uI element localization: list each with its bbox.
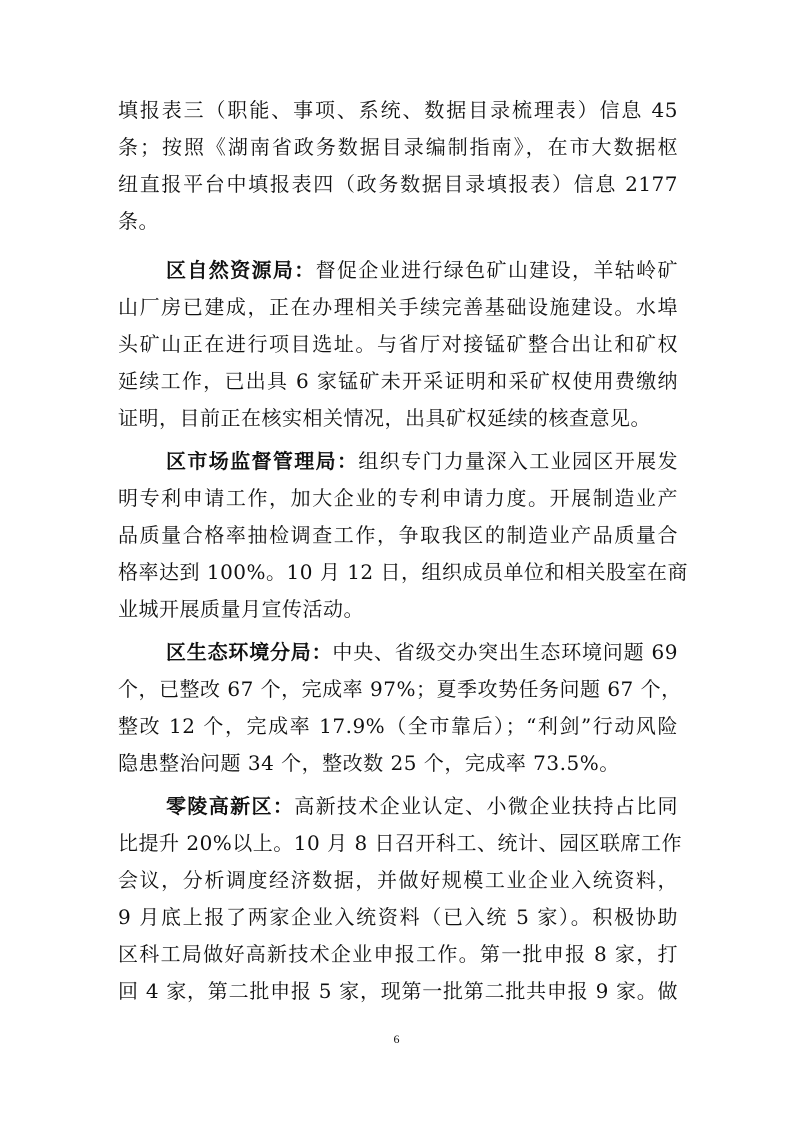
paragraph-heading: 区市场监督管理局： xyxy=(166,449,359,473)
paragraph-market-supervision xyxy=(118,443,689,628)
text-line: 明专利申请工作，加大企业的专利申请力度。开展制造业产 xyxy=(118,486,678,510)
paragraph-high-tech-zone xyxy=(118,788,683,1010)
text-line: 延续工作，已出具 6 家锰矿未开采证明和采矿权使用费缴纳 xyxy=(118,369,678,393)
paragraph-data-catalog xyxy=(118,92,678,240)
text-line: 整改 12 个，完成率 17.9%（全市靠后）；“利剑”行动风险 xyxy=(118,714,678,738)
paragraph-heading: 区自然资源局： xyxy=(166,258,316,282)
paragraph-heading: 区生态环境分局： xyxy=(166,640,333,664)
text-line: 业城开展质量月宣传活动。 xyxy=(118,597,364,621)
text-line xyxy=(118,443,678,480)
text-line xyxy=(118,788,678,825)
text-line: 比提升 20%以上。10 月 8 日召开科工、统计、园区联席工作 xyxy=(118,831,683,855)
text-line: 头矿山正在进行项目选址。与省厅对接锰矿整合出让和矿权 xyxy=(118,332,678,356)
text-line: 条。 xyxy=(118,209,159,233)
text-line: 品质量合格率抽检调查工作，争取我区的制造业产品质量合 xyxy=(118,523,678,547)
text-line: 9 月底上报了两家企业入统资料（已入统 5 家）。积极协助 xyxy=(118,905,678,929)
text-line: 证明，目前正在核实相关情况，出具矿权延续的核查意见。 xyxy=(118,406,651,430)
paragraph-first-text: 督促企业进行绿色矿山建设，羊轱岭矿 xyxy=(315,258,679,282)
text-line: 会议，分析调度经济数据，并做好规模工业企业入统资料， xyxy=(118,868,678,892)
text-line: 格率达到 100%。10 月 12 日，组织成员单位和相关股室在商 xyxy=(118,560,689,584)
text-line: 个，已整改 67 个，完成率 97%；夏季攻势任务问题 67 个， xyxy=(118,677,682,701)
paragraph-first-text: 高新技术企业认定、小微企业扶持占比同 xyxy=(294,794,679,818)
text-line: 回 4 家，第二批申报 5 家，现第一批第二批共申报 9 家。做 xyxy=(118,979,678,1003)
text-line xyxy=(118,252,678,289)
document-body xyxy=(118,92,689,1010)
text-line: 隐患整治问题 34 个，整改数 25 个，完成率 73.5%。 xyxy=(118,751,620,775)
text-line: 纽直报平台中填报表四（政务数据目录填报表）信息 2177 xyxy=(118,172,678,196)
paragraph-first-text: 中央、省级交办突出生态环境问题 69 xyxy=(332,640,679,664)
paragraph-first-text: 组织专门力量深入工业园区开展发 xyxy=(358,449,679,473)
text-line: 条；按照《湖南省政务数据目录编制指南》，在市大数据枢 xyxy=(118,135,678,159)
text-line xyxy=(118,634,678,671)
paragraph-heading: 零陵高新区： xyxy=(166,794,295,818)
text-line: 填报表三（职能、事项、系统、数据目录梳理表）信息 45 xyxy=(118,98,678,122)
text-line: 区科工局做好高新技术企业申报工作。第一批申报 8 家，打 xyxy=(118,942,678,966)
text-line: 山厂房已建成，正在办理相关手续完善基础设施建设。水埠 xyxy=(118,295,678,319)
page-number: 6 xyxy=(393,1032,400,1046)
paragraph-natural-resources xyxy=(118,252,678,437)
paragraph-ecology-environment xyxy=(118,634,682,782)
